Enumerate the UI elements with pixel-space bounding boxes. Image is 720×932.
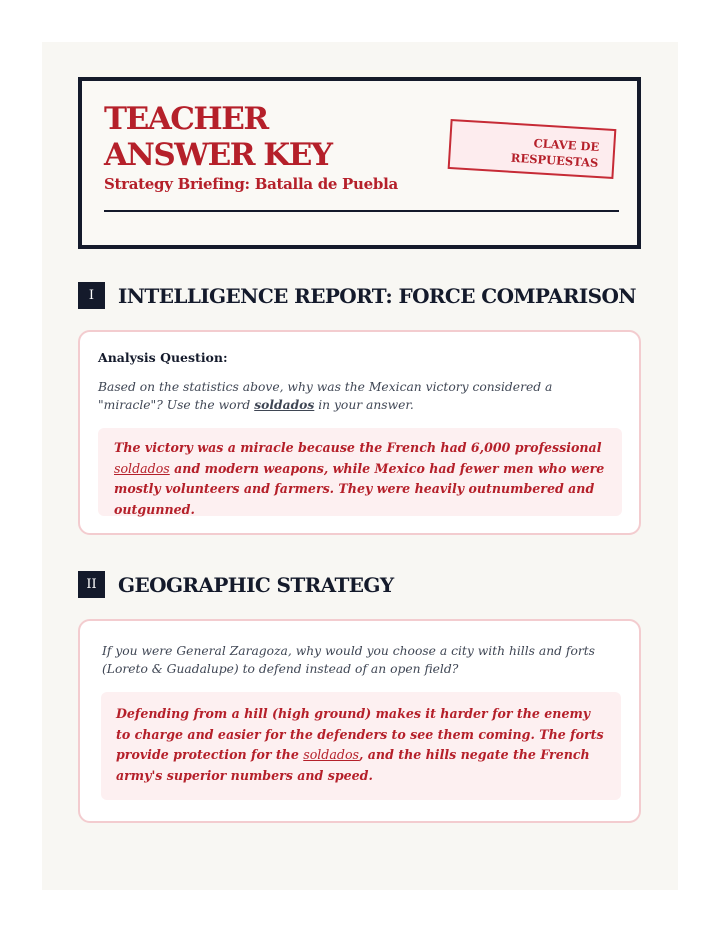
answer-text-end: , and the hills negate the French army's superior numbers and speed. (116, 747, 590, 783)
answer-vocab-term: soldados (114, 460, 170, 476)
section-1-card (78, 330, 641, 535)
section-1-answer-box (98, 428, 622, 516)
section-1-title: INTELLIGENCE REPORT: FORCE COMPARISON (118, 283, 636, 308)
answer-text-start: Defending from a hill (high ground) makes it harder for the enemy to charge and easier for the defenders to see them coming. The forts provide protection for the (116, 706, 604, 762)
stamp-line-2: RESPUESTAS (510, 150, 599, 171)
vocab-term-soldados: soldados (254, 397, 315, 412)
section-2-card (78, 619, 641, 823)
header-box (78, 77, 641, 249)
section-1-heading (78, 282, 636, 309)
section-2-number-badge: II (78, 571, 105, 598)
section-2-answer-box (101, 692, 621, 800)
section-1-question (98, 378, 618, 414)
answer-text-start: The victory was a miracle because the French had 6,000 professional (114, 440, 602, 455)
page-title: TEACHER ANSWER KEY (104, 101, 332, 173)
header-divider (104, 210, 619, 212)
section-1-number-badge: I (78, 282, 105, 309)
answer-vocab-term: soldados (303, 747, 359, 762)
section-2-title: GEOGRAPHIC STRATEGY (118, 572, 394, 597)
section-2-question: If you were General Zaragoza, why would you choose a city with hills and forts (Loreto & Guadalupe) to defend instead of an open field? (102, 644, 595, 676)
section-2-heading (78, 571, 394, 598)
question-text-start: Based on the statistics above, why was the Mexican victory considered a "miracle"? Use the word (98, 380, 553, 412)
worksheet-page (42, 42, 678, 890)
answer-text-end: and modern weapons, while Mexico had fewer men who were mostly volunteers and farmers. They were heavily outnumbered and outgunned. (114, 460, 605, 517)
analysis-question-label: Analysis Question: (98, 350, 228, 365)
question-text-end: in your answer. (314, 398, 414, 412)
answer-key-stamp (448, 119, 617, 179)
stamp-line-1: CLAVE DE (533, 136, 600, 155)
page-subtitle: Strategy Briefing: Batalla de Puebla (104, 175, 398, 193)
